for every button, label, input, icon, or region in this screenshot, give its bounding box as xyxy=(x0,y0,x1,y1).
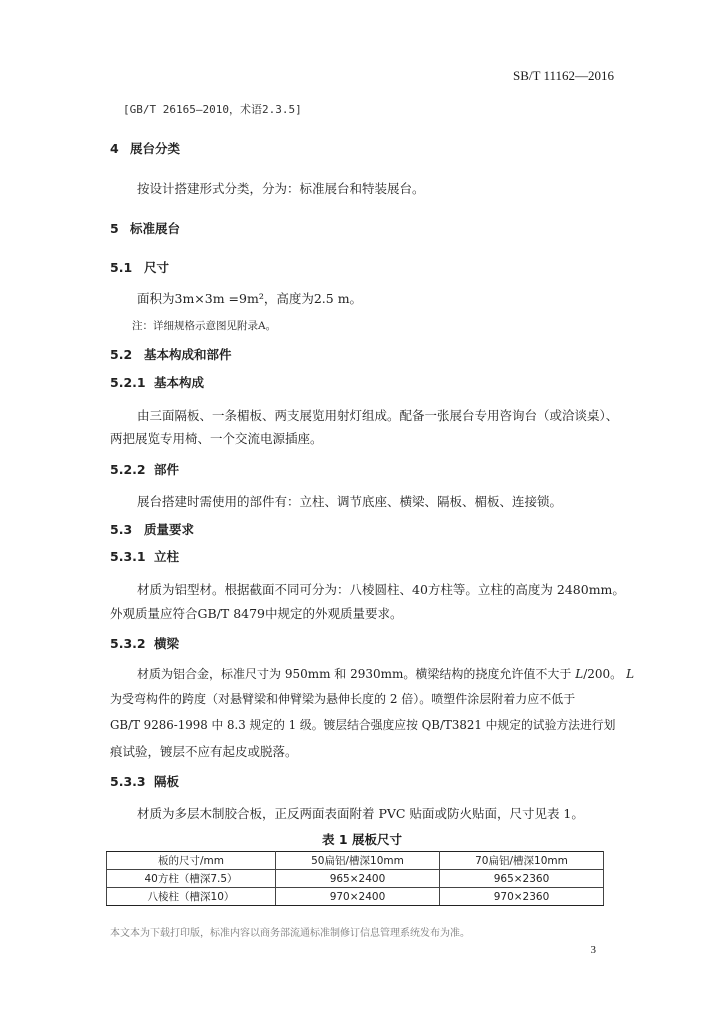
section-5-3-1-heading xyxy=(110,547,179,565)
section-number: 5.3.1 xyxy=(110,549,146,564)
table-cell: 八棱柱（槽深10） xyxy=(107,888,276,906)
panel-size-table xyxy=(106,851,604,906)
section-5-1-text: 面积为3m×3m =9m²，高度为2.5 m。 xyxy=(137,291,363,306)
section-5-3-2-line-3: GB/T 9286-1998 中 8.3 规定的 1 级。镀层结合强度应按 QB/T3821 中规定的试验方法进行划 xyxy=(110,718,616,732)
table-title: 表 1 展板尺寸 xyxy=(322,832,402,847)
section-title: 立柱 xyxy=(154,549,180,564)
section-title: 质量要求 xyxy=(144,522,195,537)
section-title: 尺寸 xyxy=(144,260,170,275)
section-4-heading xyxy=(110,139,180,157)
section-5-1-heading xyxy=(110,258,169,276)
section-5-2-1-line-1: 由三面隔板、一条楣板、两支展览用射灯组成。配备一张展台专用咨询台（或洽谈桌）、 xyxy=(137,408,619,423)
section-5-2-1-heading xyxy=(110,373,204,391)
section-number: 5 xyxy=(110,221,119,236)
section-number: 5.2 xyxy=(110,347,133,362)
section-5-2-2-heading xyxy=(110,460,179,478)
section-5-2-2-text: 展台搭建时需使用的部件有：立柱、调节底座、横梁、隔板、楣板、连接锁。 xyxy=(137,494,563,509)
table-header-row xyxy=(107,852,604,870)
section-5-3-2-heading xyxy=(110,634,179,652)
section-5-3-heading xyxy=(110,520,194,538)
section-number: 4 xyxy=(110,141,119,156)
section-title: 标准展台 xyxy=(130,221,181,236)
table-cell: 40方柱（槽深7.5） xyxy=(107,870,276,888)
section-title: 基本构成 xyxy=(154,375,205,390)
section-title: 部件 xyxy=(154,462,180,477)
span-variable: L xyxy=(626,667,635,681)
page-number: 3 xyxy=(590,944,596,956)
table-cell: 965×2400 xyxy=(275,870,439,888)
text-segment: /200。 xyxy=(583,667,623,681)
table-cell: 970×2400 xyxy=(275,888,439,906)
section-5-3-3-text: 材质为多层木制胶合板，正反两面表面附着 PVC 贴面或防火贴面，尺寸见表 1。 xyxy=(137,806,584,821)
table-cell: 965×2360 xyxy=(439,870,603,888)
table-row xyxy=(107,870,604,888)
section-number: 5.3.3 xyxy=(110,774,146,789)
section-number: 5.3.2 xyxy=(110,636,146,651)
section-title: 展台分类 xyxy=(130,141,181,156)
text-segment: 材质为铝合金，标准尺寸为 950mm 和 2930mm。横梁结构的挠度允许值不大于 xyxy=(137,667,576,681)
table-header-cell: 板的尺寸/mm xyxy=(107,852,276,870)
section-4-text: 按设计搭建形式分类，分为：标准展台和特装展台。 xyxy=(137,181,425,196)
section-5-heading xyxy=(110,219,180,237)
section-5-2-1-line-2: 两把展览专用椅、一个交流电源插座。 xyxy=(110,431,323,446)
table-header-cell: 50扁铝/槽深10mm xyxy=(275,852,439,870)
section-5-3-2-line-1 xyxy=(137,665,634,682)
section-5-3-3-heading xyxy=(110,772,179,790)
section-number: 5.2.2 xyxy=(110,462,146,477)
span-variable: L xyxy=(575,667,584,681)
section-5-3-1-line-2: 外观质量应符合GB/T 8479中规定的外观质量要求。 xyxy=(110,606,403,621)
section-number: 5.1 xyxy=(110,260,133,275)
section-title: 横梁 xyxy=(154,636,180,651)
standard-code: SB/T 11162—2016 xyxy=(512,68,614,83)
section-5-2-heading xyxy=(110,345,232,363)
section-number: 5.3 xyxy=(110,522,133,537)
table-header-cell: 70扁铝/槽深10mm xyxy=(439,852,603,870)
footer-note: 本文本为下载打印版，标准内容以商务部流通标准制修订信息管理系统发布为准。 xyxy=(110,928,470,939)
reference-citation: [GB/T 26165—2010，术语2.3.5] xyxy=(123,103,302,116)
section-5-3-2-line-4: 痕试验，镀层不应有起皮或脱落。 xyxy=(110,744,298,759)
section-5-3-1-line-1: 材质为铝型材。根据截面不同可分为：八棱圆柱、40方柱等。立柱的高度为 2480mm。 xyxy=(137,582,625,597)
section-5-1-note: 注：详细规格示意图见附录A。 xyxy=(132,320,277,332)
section-5-3-2-line-2: 为受弯构件的跨度（对悬臂梁和伸臂梁为悬伸长度的 2 倍）。喷塑件涂层附着力应不低于 xyxy=(110,692,576,706)
section-title: 基本构成和部件 xyxy=(144,347,232,362)
section-title: 隔板 xyxy=(154,774,180,789)
table-row xyxy=(107,888,604,906)
table-cell: 970×2360 xyxy=(439,888,603,906)
section-number: 5.2.1 xyxy=(110,375,146,390)
